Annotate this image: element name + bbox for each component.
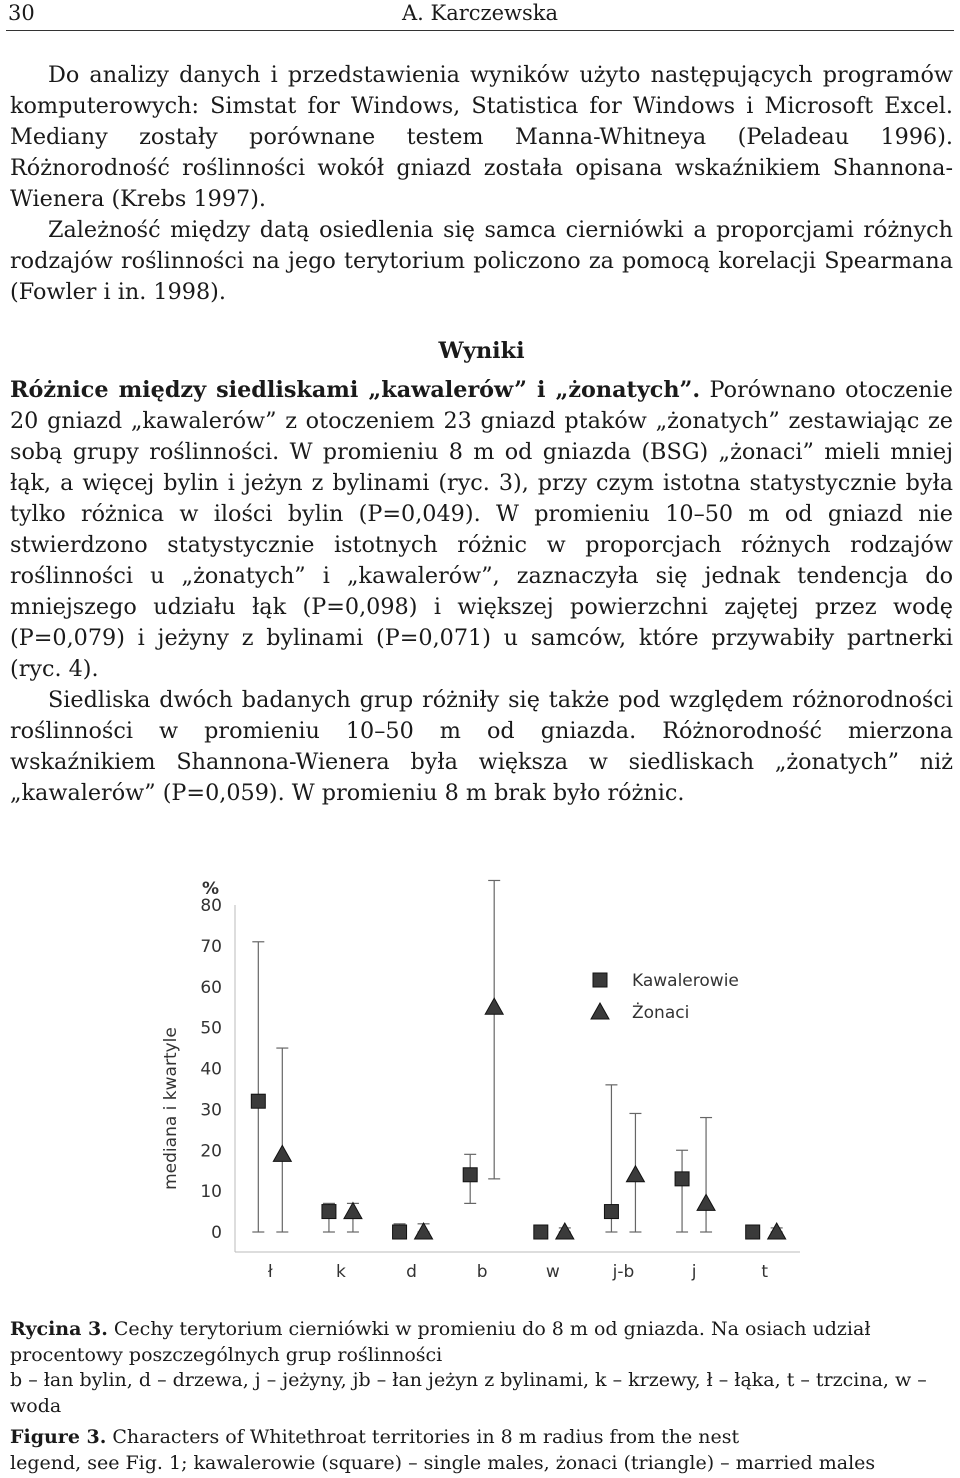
x-tick-label: w — [545, 1262, 560, 1282]
page-header — [0, 0, 960, 34]
subheading: Różnice między siedliskami „kawalerów” i „żonatych”. — [10, 377, 701, 403]
median-triangle-marker — [768, 1223, 786, 1239]
median-square-marker — [534, 1225, 548, 1239]
median-triangle-marker — [626, 1166, 644, 1182]
legend-label-kawalerowie: Kawalerowie — [632, 971, 739, 991]
legend-square-icon — [593, 973, 607, 987]
caption-english — [10, 1425, 953, 1451]
x-tick-label: k — [336, 1262, 346, 1282]
header-rule — [6, 30, 954, 31]
median-triangle-marker — [273, 1145, 291, 1161]
y-tick-label: 70 — [200, 936, 222, 957]
legend-triangle-icon — [591, 1003, 609, 1019]
median-square-marker — [675, 1172, 689, 1186]
y-tick-label: 20 — [200, 1141, 222, 1162]
y-tick-label: 30 — [200, 1100, 222, 1121]
caption-english-legend: legend, see Fig. 1; kawalerowie (square) – single males, żonaci (triangle) – married males — [10, 1451, 876, 1474]
y-tick-label: 0 — [211, 1223, 222, 1243]
y-tick-label: 10 — [200, 1182, 222, 1203]
median-triangle-marker — [697, 1194, 715, 1210]
paragraph-results-text: Porównano otoczenie 20 gniazd „kawalerów” z otoczeniem 23 gniazd ptaków „żonatych” zestawiając ze sobą grupy roślinności. W promieniu 8 m od gniazda (BSG) „żonaci” mieli mniej łąk, a więcej bylin i jeżyn z bylinami (ryc. 3), przy czym istotna statystycznie była tylko różnica w ilości bylin (P=0,049). W promieniu 10–50 m od gniazd nie stwierdzono statystycznie istotnych różnic w proporcjach różnych rodzajów roślinności u „żonatych” i „kawalerów”, zaznaczyła się jednak tendencja do mniejszego udziału łąk (P=0,098) i większej powierzchni zajętej przez wodę (P=0,079) i jeżyny z bylinami (P=0,071) u samców, które przywabiły partnerki (ryc. 4). — [10, 377, 953, 682]
x-tick-label: j-b — [612, 1262, 635, 1282]
y-tick-label: 60 — [200, 977, 222, 998]
median-square-marker — [746, 1225, 760, 1239]
body-text — [10, 60, 953, 809]
figure-3-chart — [150, 872, 820, 1287]
legend-label-zonaci: Żonaci — [632, 1003, 690, 1023]
section-title: Wyniki — [438, 338, 525, 364]
median-triangle-marker — [415, 1223, 433, 1239]
caption-legend: b – łan bylin, d – drzewa, j – jeżyny, jb – łan jeżyn z bylinami, k – krzewy, ł – łąka, t – trzcina, w – woda — [10, 1369, 927, 1417]
page-number: 30 — [8, 1, 35, 25]
x-tick-label: j — [691, 1262, 697, 1282]
median-triangle-marker — [485, 998, 503, 1014]
median-square-marker — [463, 1168, 477, 1182]
median-triangle-marker — [556, 1223, 574, 1239]
y-unit-label: % — [202, 879, 220, 899]
x-tick-label: d — [406, 1262, 417, 1282]
caption-rycina-text: Cechy terytorium cierniówki w promieniu do 8 m od gniazda. Na osiach udział procentowy poszczególnych grup roślinności — [10, 1318, 871, 1366]
median-square-marker — [251, 1094, 265, 1108]
paragraph-results — [10, 375, 953, 685]
caption-figure-text: Characters of Whitethroat territories in 8 m radius from the nest — [106, 1426, 740, 1448]
caption-rycina-label: Rycina 3. — [10, 1318, 108, 1340]
paragraph-spearman: Zależność między datą osiedlenia się samca cierniówki a proporcjami różnych rodzajów roślinności na jego terytorium policzono za pomocą korelacji Spearmana (Fowler i in. 1998). — [10, 217, 953, 305]
median-square-marker — [322, 1205, 336, 1219]
median-square-marker — [393, 1225, 407, 1239]
paragraph-methods: Do analizy danych i przedstawienia wyników użyto następujących programów komputerowych: Simstat for Windows, Statistica for Windows i Microsoft Excel. Mediany zostały porównane testem Manna-Whitneya (Peladeau 1996). Różnorodność roślinności wokół gniazd została opisana wskaźnikiem Shannona-Wienera (Krebs 1997). — [10, 62, 953, 212]
median-triangle-marker — [344, 1203, 362, 1219]
figure-caption — [10, 1317, 953, 1476]
x-tick-label: ł — [267, 1262, 273, 1282]
x-tick-label: t — [761, 1262, 769, 1282]
caption-figure-label: Figure 3. — [10, 1426, 107, 1448]
y-tick-label: 40 — [200, 1059, 222, 1080]
y-tick-label: 50 — [200, 1018, 222, 1039]
x-tick-label: b — [476, 1262, 488, 1282]
y-axis-label: mediana i kwartyle — [161, 1027, 181, 1190]
y-tick-label: 80 — [200, 896, 222, 916]
caption-polish — [10, 1317, 953, 1368]
paragraph-diversity: Siedliska dwóch badanych grup różniły się także pod względem różnorodności roślinności w promieniu 10–50 m od gniazda. Różnorodność mierzona wskaźnikiem Shannona-Wienera była większa w siedliskach „żonatych” niż „kawalerów” (P=0,059). W promieniu 8 m brak było różnic. — [10, 687, 953, 806]
running-head: A. Karczewska — [401, 1, 558, 25]
median-square-marker — [604, 1205, 618, 1219]
chart-svg — [150, 872, 820, 1287]
